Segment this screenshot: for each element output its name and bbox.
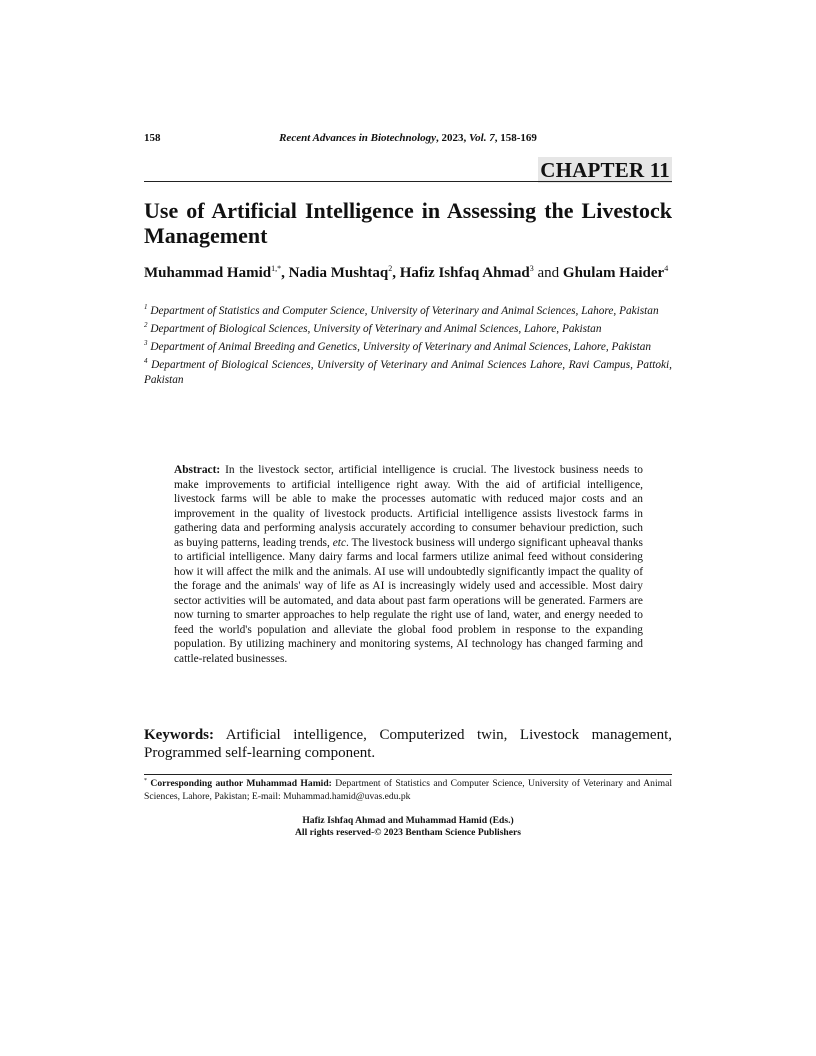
author-affil-mark: 4 <box>664 264 669 273</box>
keywords <box>144 726 672 762</box>
abstract-etc: etc <box>332 536 346 549</box>
author-affil-mark: 3 <box>529 264 534 273</box>
page-number: 158 <box>144 132 161 144</box>
author-affil-mark: 1,* <box>271 264 282 273</box>
affiliation <box>144 340 672 355</box>
affiliation-number: 2 <box>144 321 148 329</box>
author-name: Muhammad Hamid <box>144 265 272 281</box>
author-name: Hafiz Ishfaq Ahmad <box>399 265 530 281</box>
abstract-text: In the livestock sector, artificial intelligence is crucial. The livestock business needs to make improvements to artificial intelligence right away. With the aid of artificial intelligence, livestock farms will be able to make the processes automatic with reduced major costs and an improvement in the quality of livestock products. Artificial intelligence assists livestock farms in gathering data and performing analysis accurately according to consumer behaviour prediction, such as buying patterns, leading trends, <box>174 464 643 549</box>
affiliation-text: Department of Statistics and Computer Science, University of Veterinary and Animal Sciences, Lahore, Pakistan <box>147 305 659 317</box>
author-name: Ghulam Haider <box>562 265 665 281</box>
journal-volume: Vol. 7 <box>469 132 495 144</box>
editors-block <box>144 815 672 839</box>
affiliation-text: Department of Biological Sciences, University of Veterinary and Animal Sciences Lahore, Ravi Campus, Pattoki, Pakistan <box>144 359 672 386</box>
affiliation-number: 3 <box>144 339 148 347</box>
footnote-mark: * <box>144 778 147 784</box>
author-sep: , <box>281 265 289 281</box>
affiliation-list <box>144 304 672 391</box>
footnote-label: Corresponding author Muhammad Hamid: <box>147 778 332 789</box>
abstract-label: Abstract: <box>174 464 221 476</box>
author-list <box>144 264 672 283</box>
footnote-rule <box>144 774 672 775</box>
chapter-label-wrap <box>144 157 672 183</box>
journal-citation <box>144 132 672 144</box>
journal-year: , 2023, <box>436 132 470 144</box>
affiliation <box>144 304 672 319</box>
keywords-text: Artificial intelligence, Computerized twin, Livestock management, Programmed self-learning component. <box>144 727 672 761</box>
affiliation-text: Department of Biological Sciences, University of Veterinary and Animal Sciences, Lahore, Pakistan <box>147 323 602 335</box>
abstract <box>174 463 643 666</box>
affiliation <box>144 358 672 388</box>
keywords-label: Keywords: <box>144 727 214 743</box>
affiliation-number: 1 <box>144 303 148 311</box>
affiliation-text: Department of Animal Breeding and Genetics, University of Veterinary and Animal Sciences, Lahore, Pakistan <box>147 341 652 353</box>
journal-pages: , 158-169 <box>494 132 537 144</box>
editors-line: Hafiz Ishfaq Ahmad and Muhammad Hamid (Eds.) <box>302 815 514 826</box>
journal-name: Recent Advances in Biotechnology <box>279 132 437 144</box>
author-sep: , <box>392 265 400 281</box>
chapter-label: CHAPTER 11 <box>540 158 670 182</box>
corresponding-author-footnote <box>144 778 672 803</box>
header-rule <box>144 181 672 182</box>
affiliation <box>144 322 672 337</box>
paper-title: Use of Artificial Intelligence in Assessing the Livestock Management <box>144 198 672 248</box>
abstract-text-continued: . The livestock business will undergo significant upheaval thanks to artificial intelligence. Many dairy farms and local farmers utilize animal feed without considering how it will affect the milk and the animals. AI use will undoubtedly significantly impact the quality of the forage and the animals' way of life as AI is increasingly widely used and accessible. Most dairy sector activities will be automated, and data about past farm operations will be generated. Farmers are now turning to smarter approaches to help regulate the right use of land, water, and energy needed to feed the world's population and alleviate the global food problem in response to the expanding population. By utilizing machinery and monitoring systems, AI technology has changed farming and cattle-related businesses. <box>174 536 643 665</box>
author-name: Nadia Mushtaq <box>288 265 389 281</box>
affiliation-number: 4 <box>144 357 148 365</box>
author-and: and <box>533 265 563 281</box>
author-affil-mark: 2 <box>388 264 393 273</box>
copyright-line: All rights reserved-© 2023 Bentham Science Publishers <box>294 827 522 838</box>
footnote-text: Department of Statistics and Computer Science, University of Veterinary and Animal Sciences, Lahore, Pakistan; E-mail: Muhammad.hamid@uvas.edu.pk <box>144 778 672 802</box>
